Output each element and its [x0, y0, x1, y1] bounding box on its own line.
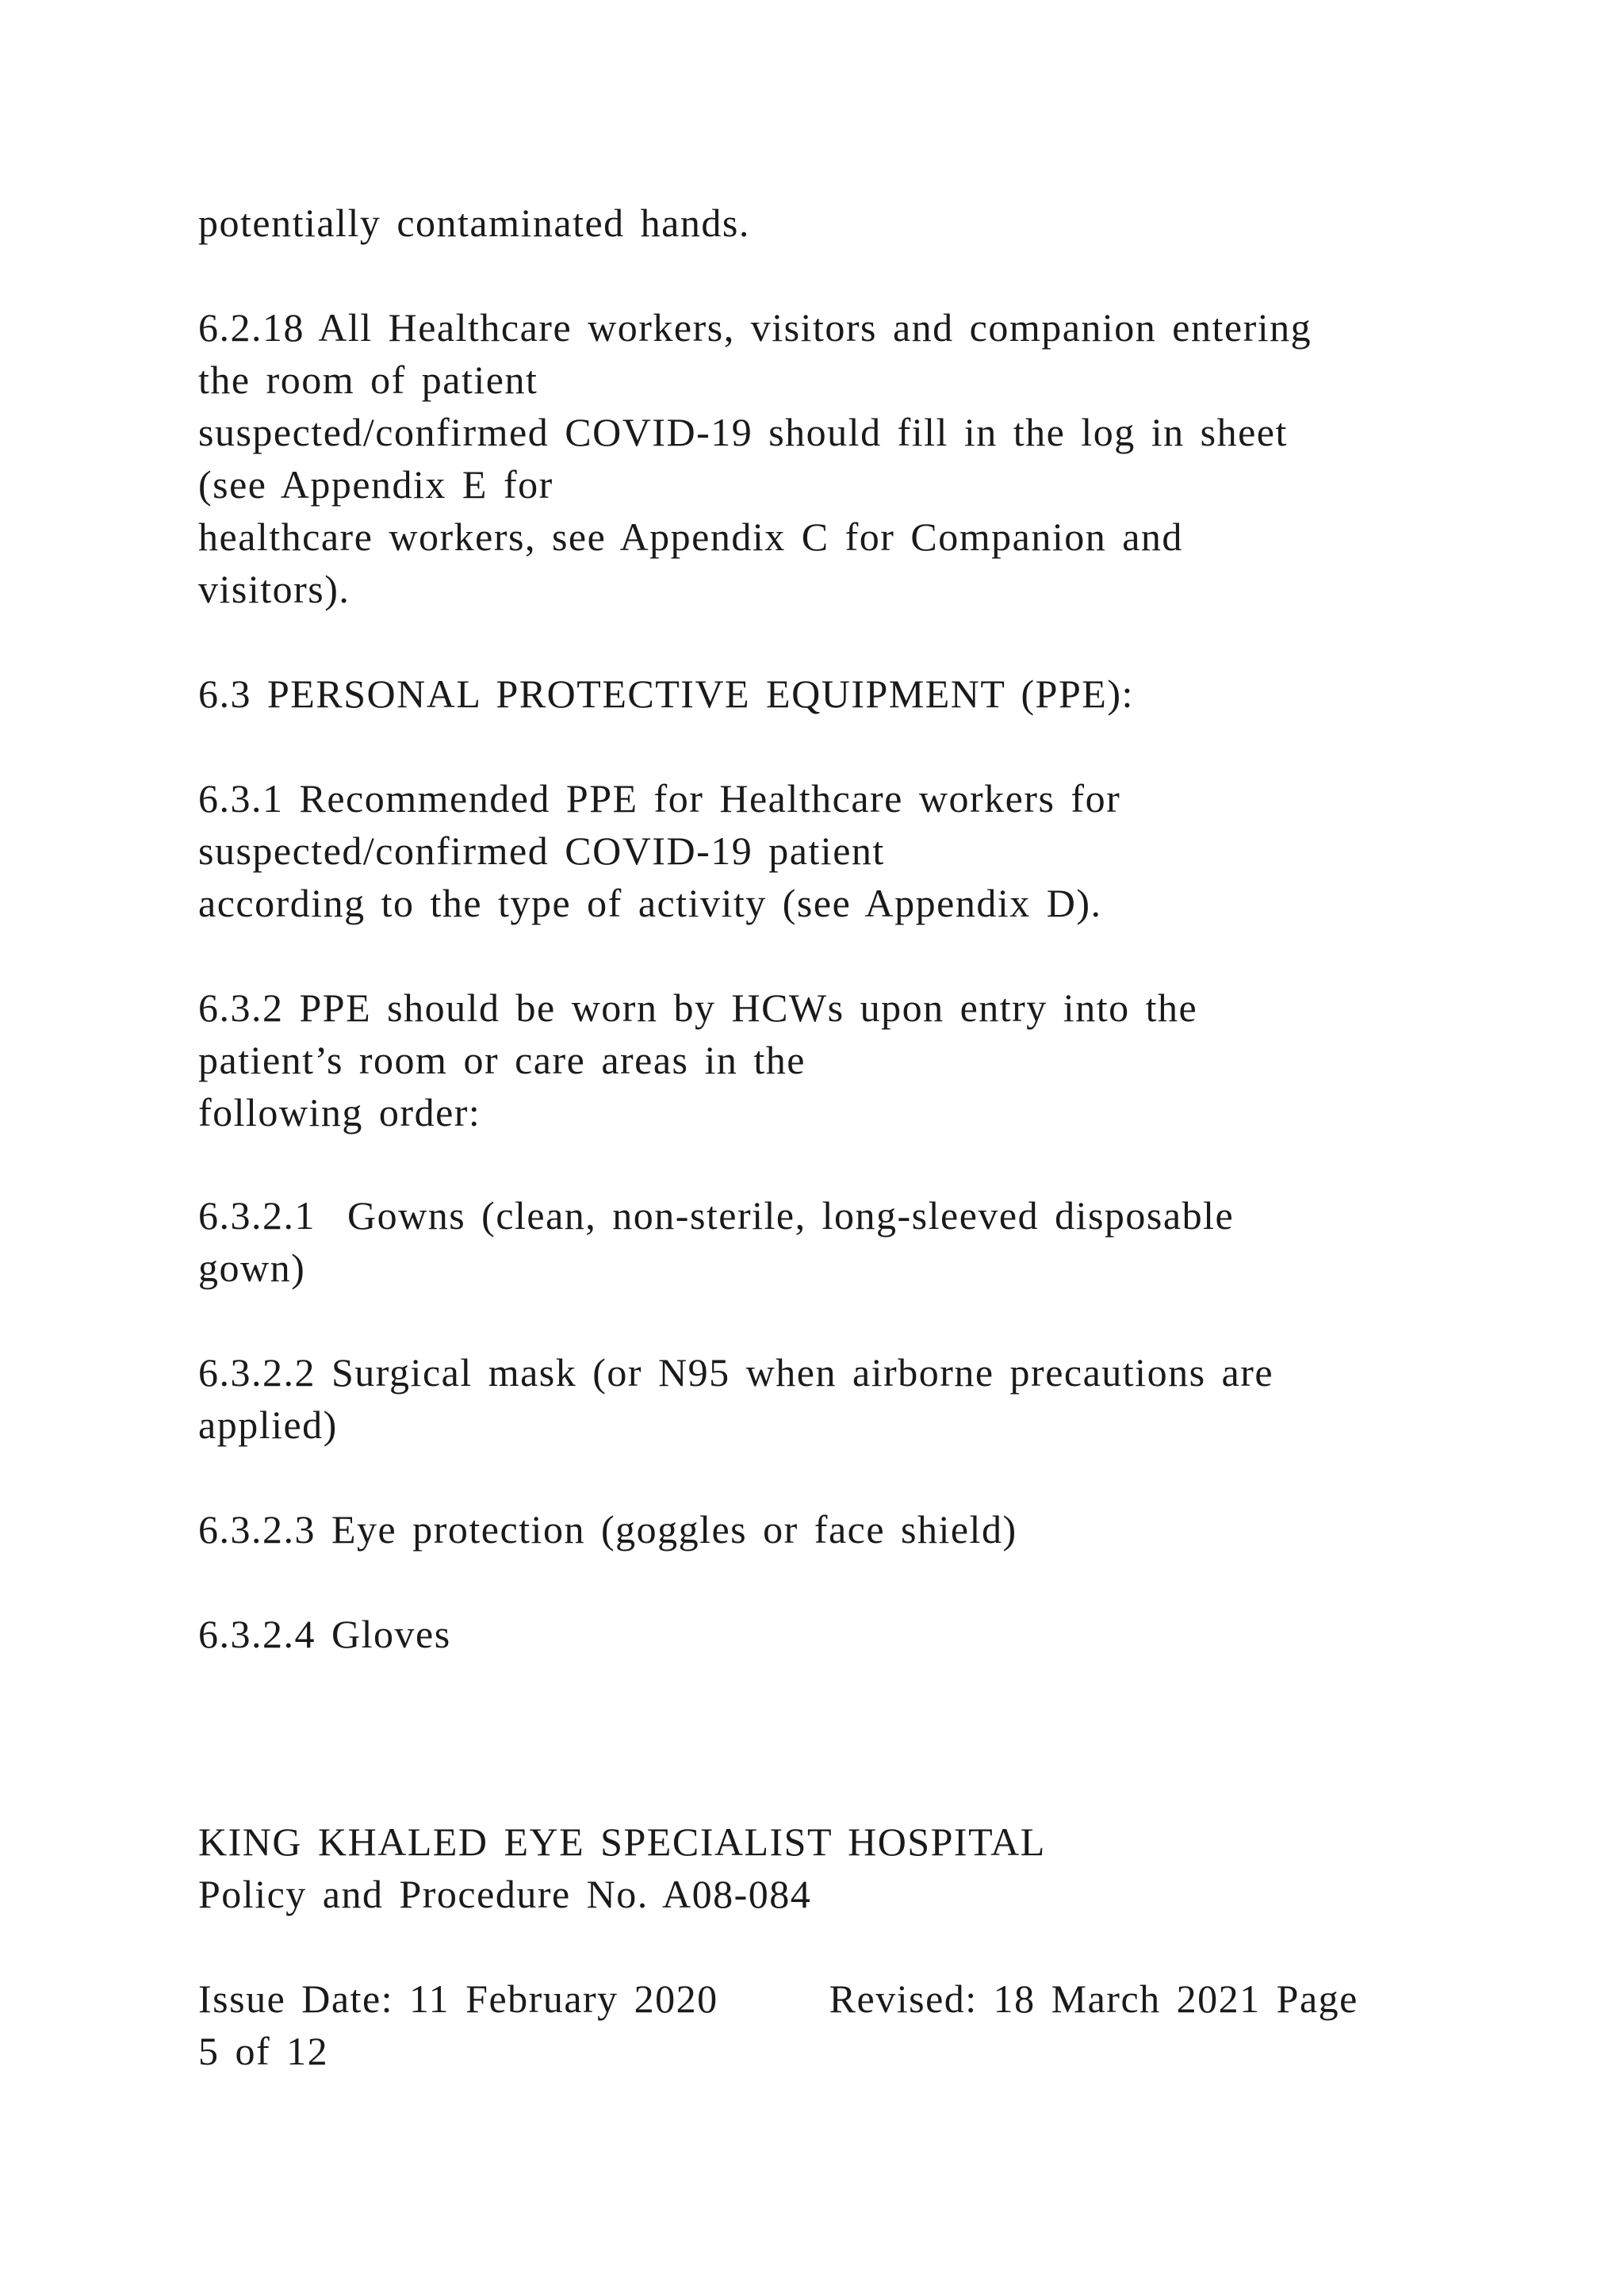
paragraph-6-3-1 — [198, 772, 1435, 929]
text-line: the room of patient — [198, 358, 538, 402]
policy-number: Policy and Procedure No. A08-084 — [198, 1872, 812, 1916]
footer-hospital-block — [198, 1816, 1435, 1920]
text-line: 6.3.2 PPE should be worn by HCWs upon entry into the — [198, 985, 1198, 1030]
text-line: 6.3.2.1 Gowns (clean, non-sterile, long-sleeved disposable — [198, 1193, 1235, 1238]
issue-revision-line: Issue Date: 11 February 2020 Revised: 18 March 2021 Page — [198, 1976, 1358, 2021]
paragraph-6-3-2-2 — [198, 1346, 1435, 1451]
text-line: potentially contaminated hands. — [198, 201, 750, 245]
text-line: gown) — [198, 1246, 306, 1290]
text-line: applied) — [198, 1402, 338, 1447]
section-heading-6-3 — [198, 668, 1435, 720]
paragraph-6-2-18 — [198, 301, 1435, 615]
text-line: (see Appendix E for — [198, 462, 553, 507]
footer-issue-block — [198, 1973, 1435, 2077]
text-line: healthcare workers, see Appendix C for Companion and — [198, 515, 1183, 559]
paragraph-6-3-2-4 — [198, 1608, 1435, 1660]
text-line: visitors). — [198, 567, 350, 611]
text-line: suspected/confirmed COVID-19 should fill in the log in sheet — [198, 410, 1288, 454]
text-line: 6.2.18 All Healthcare workers, visitors and companion entering — [198, 305, 1312, 350]
text-line: according to the type of activity (see Appendix D). — [198, 881, 1102, 925]
text-line: patient’s room or care areas in the — [198, 1038, 806, 1082]
text-line: 6.3.2.4 Gloves — [198, 1612, 451, 1656]
text-line: suspected/confirmed COVID-19 patient — [198, 828, 885, 873]
text-line: 6.3 PERSONAL PROTECTIVE EQUIPMENT (PPE): — [198, 672, 1134, 716]
text-line: following order: — [198, 1090, 481, 1135]
paragraph-continuation — [198, 197, 1435, 249]
paragraph-6-3-2-3 — [198, 1503, 1435, 1556]
paragraph-6-3-2-1 — [198, 1189, 1435, 1294]
text-line: 6.3.2.3 Eye protection (goggles or face shield) — [198, 1507, 1017, 1552]
page-number-line: 5 of 12 — [198, 2029, 329, 2073]
text-line: 6.3.1 Recommended PPE for Healthcare workers for — [198, 776, 1121, 821]
hospital-name: KING KHALED EYE SPECIALIST HOSPITAL — [198, 1820, 1046, 1864]
paragraph-6-3-2 — [198, 982, 1435, 1138]
text-line: 6.3.2.2 Surgical mask (or N95 when airborne precautions are — [198, 1350, 1274, 1395]
